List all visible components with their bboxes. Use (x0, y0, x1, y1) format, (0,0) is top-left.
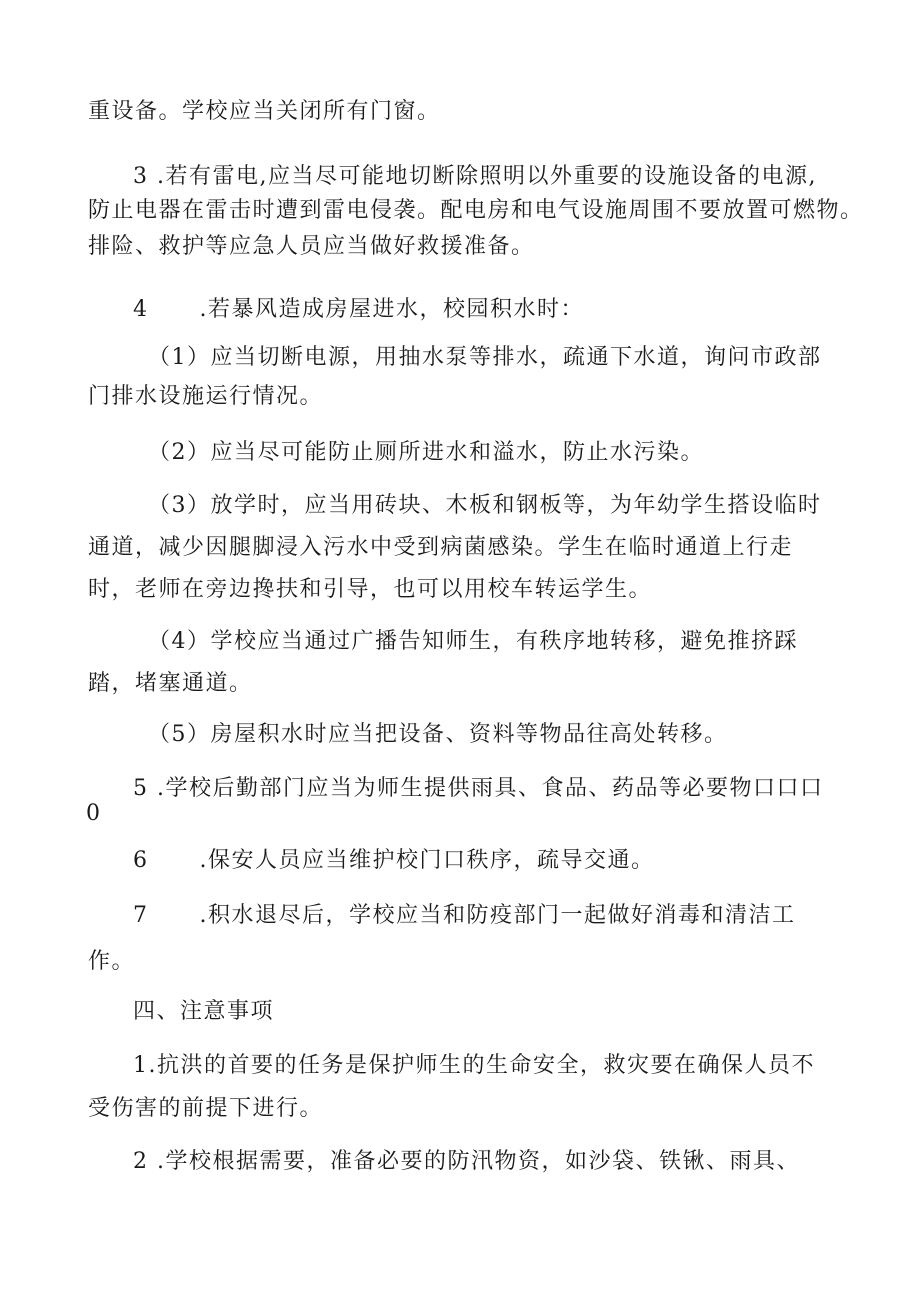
text-line: （4）学校应当通过广播告知师生，有秩序地转移，避免推挤踩 (148, 629, 798, 654)
text-line: 作。 (88, 949, 136, 974)
text-line: 重设备。学校应当关闭所有门窗。 (88, 99, 441, 124)
text-line: 门排水设施运行情况。 (88, 384, 324, 409)
text-line: （5）房屋积水时应当把设备、资料等物品往高处转移。 (148, 722, 728, 747)
text-line: 7 .积水退尽后，学校应当和防疫部门一起做好消毒和清洁工 (133, 903, 796, 928)
text-line: 防止电器在雷击时遭到雷电侵袭。配电房和电气设施周围不要放置可燃物。 (88, 198, 864, 223)
text-line: （2）应当尽可能防止厕所进水和溢水，防止水污染。 (148, 440, 704, 465)
text-line: 踏，堵塞通道。 (88, 671, 253, 696)
text-line: 3 .若有雷电,应当尽可能地切断除照明以外重要的设施设备的电源, (133, 164, 817, 189)
text-line: 4 .若暴风造成房屋进水，校园积水时： (133, 297, 584, 322)
text-line: 6 .保安人员应当维护校门口秩序，疏导交通。 (133, 848, 655, 873)
text-line: 0 (86, 801, 102, 826)
text-line: 通道，减少因腿脚浸入污水中受到病菌感染。学生在临时通道上行走 (88, 535, 794, 560)
text-line: （1）应当切断电源，用抽水泵等排水，疏通下水道，询问市政部 (148, 345, 822, 370)
text-line: 时，老师在旁边搀扶和引导，也可以用校车转运学生。 (88, 577, 653, 602)
text-line: 5 .学校后勤部门应当为师生提供雨具、食品、药品等必要物口口口 (133, 776, 824, 801)
text-line: （3）放学时，应当用砖块、木板和钢板等，为年幼学生搭设临时 (148, 493, 822, 518)
section-heading: 四、注意事项 (133, 999, 275, 1024)
text-line: 受伤害的前提下进行。 (88, 1096, 324, 1121)
text-line: 1.抗洪的首要的任务是保护师生的生命安全，救灾要在确保人员不 (133, 1053, 815, 1078)
text-line: 排险、救护等应急人员应当做好救援准备。 (88, 234, 535, 259)
text-line: 2 .学校根据需要，准备必要的防汛物资，如沙袋、铁锹、雨具、 (133, 1149, 800, 1174)
